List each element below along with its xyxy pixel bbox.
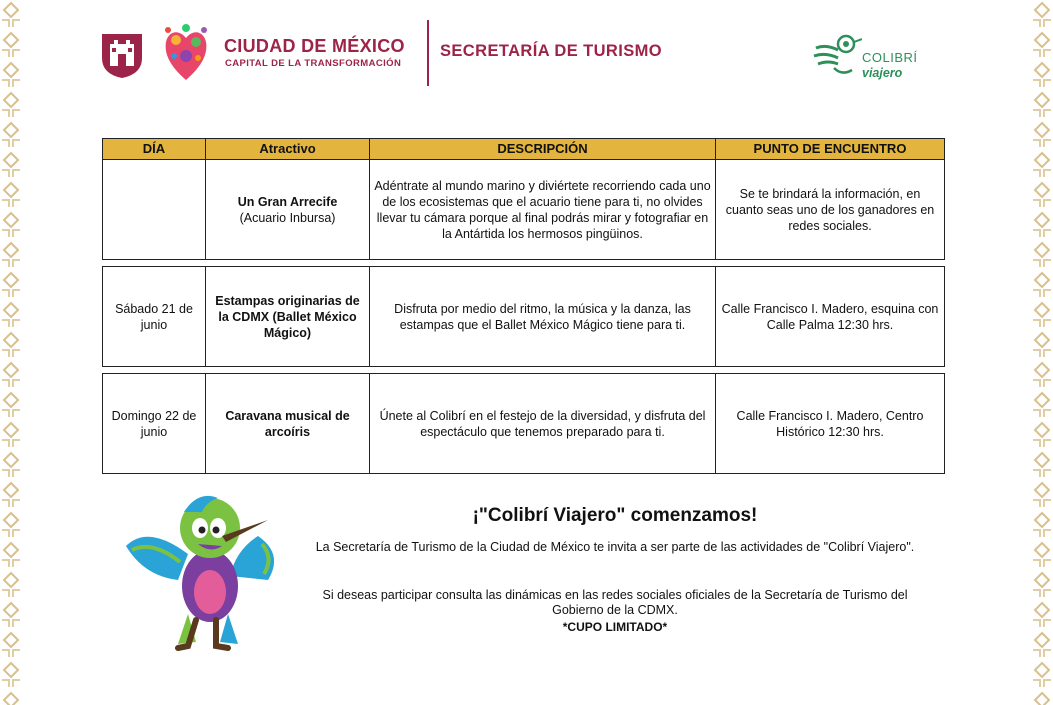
header-meeting-point: PUNTO DE ENCUENTRO (716, 139, 945, 160)
table-row (103, 374, 945, 474)
row-attraction: Caravana musical de arcoíris (206, 374, 370, 474)
attraction-subtitle: (Acuario Inbursa) (239, 210, 336, 225)
row-description: Adéntrate al mundo marino y diviértete recorriendo cada uno de los ecosistemas que el acuario tiene para ti, no olvides llevar tu cámara porque al final podrás mirar y fotografiar en la Antártida los hermosos pingüinos. (370, 160, 716, 260)
promo-invitation: La Secretaría de Turismo de la Ciudad de México te invita a ser parte de las actividades de "Colibrí Viajero". (315, 540, 915, 554)
row-meeting-point: Se te brindará la información, en cuanto seas uno de los ganadores en redes sociales. (716, 160, 945, 260)
cdmx-heart-logo (160, 20, 212, 84)
row-day: Sábado 21 de junio (103, 267, 206, 367)
header-day: DÍA (103, 139, 206, 160)
city-tagline: CAPITAL DE LA TRANSFORMACIÓN (225, 58, 402, 69)
row-description: Únete al Colibrí en el festejo de la diversidad, y disfruta del espectáculo que tenemos preparado para ti. (370, 374, 716, 474)
row-day (103, 160, 206, 260)
row-attraction (206, 160, 370, 260)
cdmx-shield-logo (98, 30, 146, 80)
table-row (103, 267, 945, 367)
row-attraction: Estampas originarias de la CDMX (Ballet México Mágico) (206, 267, 370, 367)
promo-limited-notice: *CUPO LIMITADO* (562, 620, 668, 634)
header-divider (427, 20, 429, 86)
row-meeting-point: Calle Francisco I. Madero, esquina con Calle Palma 12:30 hrs. (716, 267, 945, 367)
page-header (0, 0, 1053, 110)
header-description: DESCRIPCIÓN (370, 139, 716, 160)
schedule-table-2 (102, 266, 945, 367)
row-description: Disfruta por medio del ritmo, la música y la danza, las estampas que el Ballet México Mágico tiene para ti. (370, 267, 716, 367)
table-row (103, 160, 945, 260)
promo-title: ¡"Colibrí Viajero" comenzamos! (472, 505, 758, 526)
attraction-title: Un Gran Arrecife (237, 194, 338, 209)
promo-instructions: Si deseas participar consulta las dinámicas en las redes sociales oficiales de la Secretaría de Turismo del Gobierno de la CDMX. (322, 588, 908, 617)
header-attraction: Atractivo (206, 139, 370, 160)
row-meeting-point: Calle Francisco I. Madero, Centro Histórico 12:30 hrs. (716, 374, 945, 474)
program-logo-line2: viajero (862, 66, 903, 80)
colibri-viajero-logo-icon (812, 30, 862, 78)
table-header-row (103, 139, 945, 160)
program-logo-line1: COLIBRÍ (862, 50, 918, 65)
row-day: Domingo 22 de junio (103, 374, 206, 474)
ministry-name: SECRETARÍA DE TURISMO (440, 42, 662, 60)
schedule-table-1 (102, 138, 945, 260)
schedule-table-3 (102, 373, 945, 474)
city-name: CIUDAD DE MÉXICO (224, 36, 405, 56)
colibri-mascot-illustration (118, 484, 288, 652)
